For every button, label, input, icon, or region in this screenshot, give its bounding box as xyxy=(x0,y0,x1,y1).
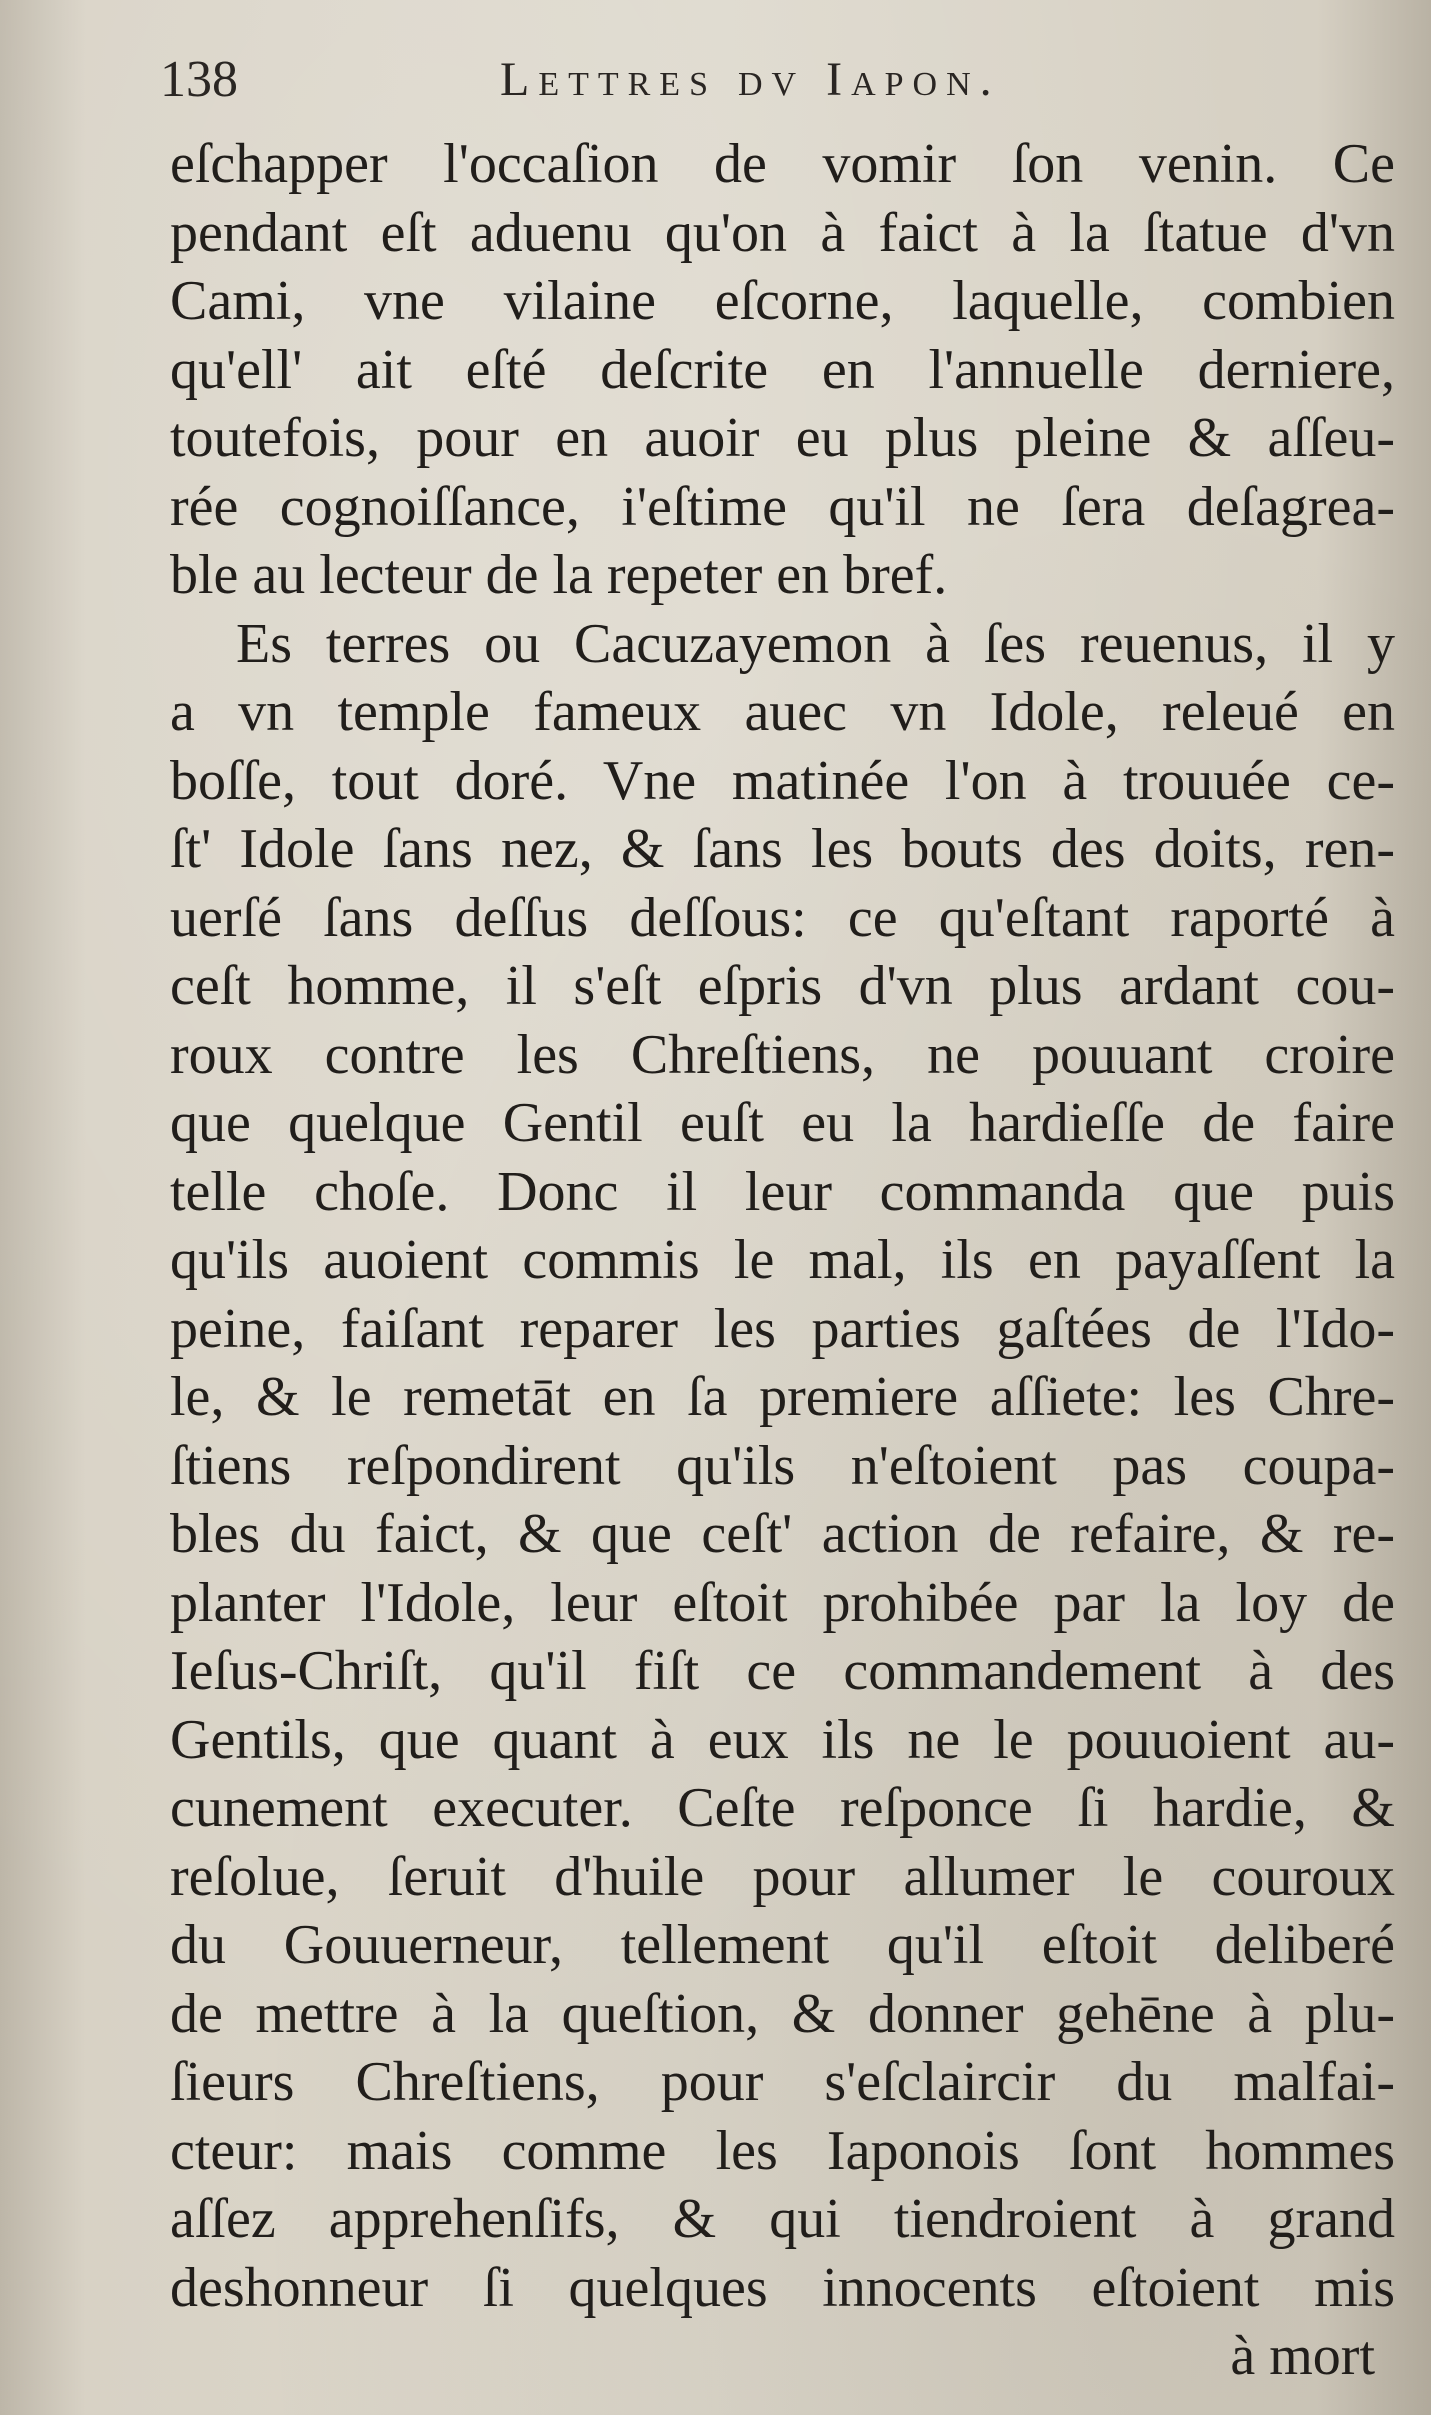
text-line: pendant eſt aduenu qu'on à faict à la ſtatue d'vn xyxy=(170,201,1395,264)
text-line: planter l'Idole, leur eſtoit prohibée par la loy de xyxy=(170,1571,1395,1634)
text-line: cunement executer. Ceſte reſponce ſi hardie, & xyxy=(170,1777,1395,1839)
text-line: peine, faiſant reparer les parties gaſtées de l'Ido- xyxy=(170,1297,1395,1360)
catchword: à mort xyxy=(1230,2325,1375,2387)
text-line: deshonneur ſi quelques innocents eſtoient mis xyxy=(170,2256,1395,2319)
text-line: toutefois, pour en auoir eu plus pleine & aſſeu- xyxy=(170,407,1395,469)
text-line: qu'ell' ait eſté deſcrite en l'annuelle derniere, xyxy=(170,338,1395,401)
text-line: Ieſus-Chriſt, qu'il fiſt ce commandement à des xyxy=(170,1640,1395,1702)
text-line: Cami, vne vilaine eſcorne, laquelle, combien xyxy=(170,270,1395,332)
text-line: que quelque Gentil euſt eu la hardieſſe de faire xyxy=(170,1092,1395,1154)
body-text xyxy=(170,130,1395,2391)
paragraph-first-line: Es terres ou Cacuzayemon à ſes reuenus, il y xyxy=(236,612,1395,675)
text-line: telle choſe. Donc il leur commanda que puis xyxy=(170,1160,1395,1223)
text-line: aſſez apprehenſifs, & qui tiendroient à grand xyxy=(170,2188,1395,2250)
text-line: roux contre les Chreſtiens, ne pouuant croire xyxy=(170,1023,1395,1086)
text-line: eſchapper l'occaſion de vomir ſon venin. Ce xyxy=(170,133,1395,195)
text-line: uerſé ſans deſſus deſſous: ce qu'eſtant raporté à xyxy=(170,886,1395,949)
text-line: boſſe, tout doré. Vne matinée l'on à trouuée ce- xyxy=(170,749,1395,812)
text-line: ble au lecteur de la repeter en bref. xyxy=(170,544,948,606)
text-line: ſieurs Chreſtiens, pour s'eſclaircir du malfai- xyxy=(170,2051,1395,2113)
text-line: ſt' Idole ſans nez, & ſans les bouts des doits, ren- xyxy=(170,818,1395,880)
text-line: reſolue, ſeruit d'huile pour allumer le couroux xyxy=(170,1845,1395,1908)
text-line: rée cognoiſſance, i'eſtime qu'il ne ſera deſagrea- xyxy=(170,475,1395,538)
text-line: ceſt homme, il s'eſt eſpris d'vn plus ardant cou- xyxy=(170,955,1395,1017)
text-line: ſtiens reſpondirent qu'ils n'eſtoient pas coupa- xyxy=(170,1434,1395,1497)
text-line: du Gouuerneur, tellement qu'il eſtoit deliberé xyxy=(170,1914,1395,1976)
running-title: Lettres dv Iapon. xyxy=(500,53,1001,106)
text-line: qu'ils auoient commis le mal, ils en payaſſent la xyxy=(170,1229,1395,1291)
text-line: a vn temple fameux auec vn Idole, releué en xyxy=(170,681,1395,743)
text-line: le, & le remetāt en ſa premiere aſſiete: les Chre- xyxy=(170,1366,1395,1428)
text-line: bles du faict, & que ceſt' action de refaire, & re- xyxy=(170,1503,1395,1565)
text-line: cteur: mais comme les Iaponois ſont hommes xyxy=(170,2119,1395,2182)
text-line: Gentils, que quant à eux ils ne le pouuoient au- xyxy=(170,1708,1395,1771)
page-header xyxy=(160,40,1380,120)
text-line: de mettre à la queſtion, & donner gehēne à plu- xyxy=(170,1982,1395,2045)
page-number: 138 xyxy=(160,51,238,108)
